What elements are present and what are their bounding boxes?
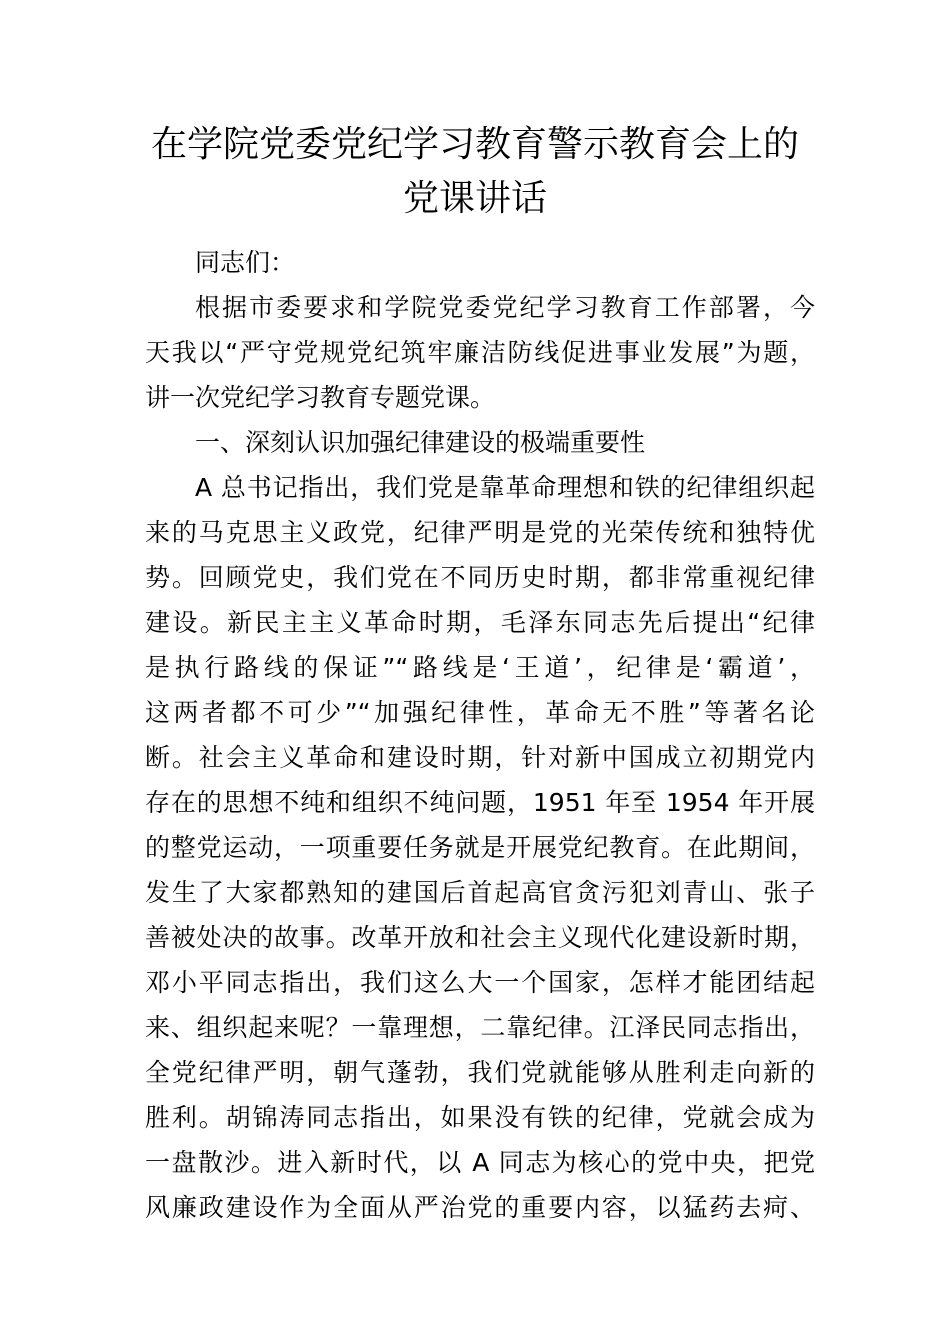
body-line: 讲一次党纪学习教育专题党课。 <box>145 383 496 412</box>
body-line: 风廉政建设作为全面从严治党的重要内容，以猛药去疴、 <box>145 1193 815 1222</box>
body-line: 这两者都不可少”“加强纪律性，革命无不胜”等著名论 <box>145 698 815 727</box>
salutation: 同志们： <box>195 248 296 277</box>
body-line: 是执行路线的保证”“路线是‘王道’，纪律是‘霸道’， <box>145 653 815 682</box>
document-title-line-2: 党课讲话 <box>402 178 547 219</box>
body-line: 建设。新民主主义革命时期，毛泽东同志先后提出“纪律 <box>145 608 815 637</box>
body-line: 胜利。胡锦涛同志指出，如果没有铁的纪律，党就会成为 <box>145 1103 815 1132</box>
body-line: 存在的思想不纯和组织不纯问题，1951 年至 1954 年开展 <box>145 788 815 817</box>
body-line: 善被处决的故事。改革开放和社会主义现代化建设新时期， <box>145 923 815 952</box>
body-line: 根据市委要求和学院党委党纪学习教育工作部署，今 <box>195 293 815 322</box>
document-title-line-1: 在学院党委党纪学习教育警示教育会上的 <box>150 124 799 165</box>
body-line: A 总书记指出，我们党是靠革命理想和铁的纪律组织起 <box>195 473 815 502</box>
body-line: 的整党运动，一项重要任务就是开展党纪教育。在此期间， <box>145 833 815 862</box>
body-line: 势。回顾党史，我们党在不同历史时期，都非常重视纪律 <box>145 563 815 592</box>
body-line: 发生了大家都熟知的建国后首起高官贪污犯刘青山、张子 <box>145 878 815 907</box>
section-heading: 一、深刻认识加强纪律建设的极端重要性 <box>195 428 646 457</box>
body-line: 一盘散沙。进入新时代，以 A 同志为核心的党中央，把党 <box>145 1148 815 1177</box>
body-line: 邓小平同志指出，我们这么大一个国家，怎样才能团结起 <box>145 968 815 997</box>
body-line: 断。社会主义革命和建设时期，针对新中国成立初期党内 <box>145 743 815 772</box>
body-line: 天我以“严守党规党纪筑牢廉洁防线促进事业发展”为题， <box>145 338 815 367</box>
body-line: 来、组织起来呢？一靠理想，二靠纪律。江泽民同志指出， <box>145 1013 815 1042</box>
body-line: 全党纪律严明，朝气蓬勃，我们党就能够从胜利走向新的 <box>145 1058 815 1087</box>
body-line: 来的马克思主义政党，纪律严明是党的光荣传统和独特优 <box>145 518 815 547</box>
